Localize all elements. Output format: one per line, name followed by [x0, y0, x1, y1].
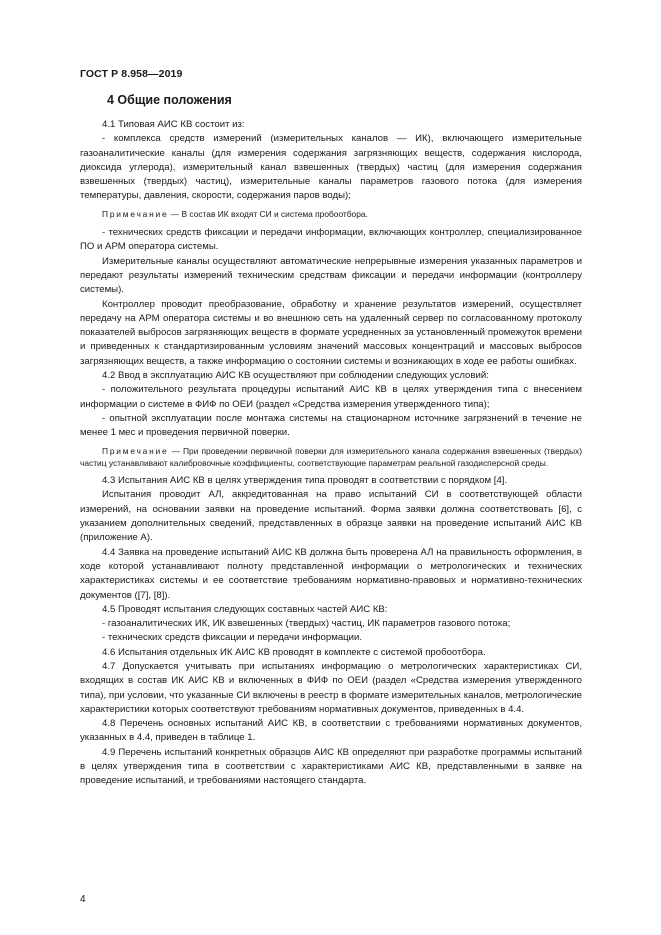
page-number: 4: [80, 894, 86, 905]
note-text: — В состав ИК входят СИ и система пробоотбора.: [168, 208, 368, 219]
list-item: - опытной эксплуатации после монтажа системы на стационарном источнике загрязнений в течение не менее 1 мес и проведения первичной поверки.: [80, 412, 582, 439]
paragraph-4-4: 4.4 Заявка на проведение испытаний АИС КВ должна быть проверена АЛ на правильность оформления, в ходе которой устанавливают полноту представленной информации о метрологических и технических характеристиках системы и ее соответствие требованиям нормативно-правовых и нормативно-технических документов ([7], [8]).: [80, 546, 582, 601]
note-label: Примечание: [102, 445, 169, 456]
paragraph-4-7: 4.7 Допускается учитывать при испытаниях информацию о метрологических характеристиках СИ, входящих в состав ИК АИС КВ и включенных в ФИФ по ОЕИ (раздел «Средства измерения утвержденного типа), при условии, что указанные СИ включены в реестр в формате измерительных каналов, метрологические характеристики которых соответствуют требованиям нормативных документов, приведенных в 4.4.: [80, 660, 582, 715]
paragraph-controller: Контроллер проводит преобразование, обработку и хранение результатов измерений, осуществляет передачу на АРМ оператора системы и во внешнюю сеть на удаленный сервер по согласованному протоколу показателей выбросов загрязняющих веществ в формате усредненных за установленный промежуток времени и приведенных к стандартизированным условиям значений массовых концентраций и массовых выбросов загрязняющих веществ, а также информацию о состоянии системы и возникающих в ходе ее работы ошибках.: [80, 298, 582, 367]
paragraph-4-9: 4.9 Перечень испытаний конкретных образцов АИС КВ определяют при разработке программы испытаний в целях утверждения типа в соответствии с характеристиками АИС КВ, представленными в заявке на проведение испытаний, и требованиями настоящего стандарта.: [80, 746, 582, 787]
document-header: ГОСТ Р 8.958—2019: [80, 68, 183, 80]
paragraph-4-2: 4.2 Ввод в эксплуатацию АИС КВ осуществляют при соблюдении следующих условий:: [102, 370, 489, 382]
note-2: [80, 445, 582, 470]
list-item: - технических средств фиксации и передачи информации, включающих контроллер, специализированное ПО и АРМ оператора системы.: [80, 227, 582, 253]
note-1: [80, 208, 582, 220]
paragraph-4-8: 4.8 Перечень основных испытаний АИС КВ, в соответствии с требованиями нормативных документов, указанных в 4.4, приведен в таблице 1.: [80, 718, 582, 744]
paragraph-measuring-channels: Измерительные каналы осуществляют автоматические непрерывные измерения указанных параметров и передают результаты измерений техническим средствам фиксации и передачи информации (контроллеру системы).: [80, 255, 582, 296]
paragraph-4-1: 4.1 Типовая АИС КВ состоит из:: [102, 119, 245, 130]
list-item: - комплекса средств измерений (измерительных каналов — ИК), включающего измерительные газоаналитические каналы (для измерения содержания загрязняющих веществ, содержания кислорода, диоксида углерода), измерительный канал взвешенных (твердых) частиц (для измерения содержания взвешенных (твердых) частиц), измерительные каналы параметров газового потока (для измерения температуры, давления, скорости, содержания паров воды);: [80, 133, 582, 202]
paragraph-4-3: 4.3 Испытания АИС КВ в целях утверждения типа проводят в соответствии с порядком [4].: [102, 475, 508, 487]
list-item: - газоаналитических ИК, ИК взвешенных (твердых) частиц, ИК параметров газового потока;: [102, 618, 511, 630]
paragraph-4-5: 4.5 Проводят испытания следующих составных частей АИС КВ:: [102, 603, 388, 615]
paragraph-testing-lab: Испытания проводит АЛ, аккредитованная на право испытаний СИ в соответствующей области измерений, на основании заявки на проведение испытаний. Форма заявки должна соответствовать [6], с указанием дополнительных сведений, представленных в образце заявки на проведение испытаний АИС КВ (приложение А).: [80, 489, 582, 544]
section-title: 4 Общие положения: [107, 93, 232, 107]
paragraph-4-6: 4.6 Испытания отдельных ИК АИС КВ проводят в комплекте с системой пробоотбора.: [102, 646, 486, 658]
note-text: — При проведении первичной поверки для измерительного канала содержания взвешенных (твердых) частиц устанавливают калибровочные коэффициенты, соответствующие параметрам реальной газодисперсной среды.: [80, 445, 582, 468]
document-body: [80, 93, 582, 789]
note-label: Примечание: [102, 208, 169, 219]
list-item: - технических средств фиксации и передачи информации.: [102, 632, 363, 644]
list-item: - положительного результата процедуры испытаний АИС КВ в целях утверждения типа с внесением информации о системе в ФИФ по ОЕИ (раздел «Средства измерения утвержденного типа);: [80, 384, 582, 410]
